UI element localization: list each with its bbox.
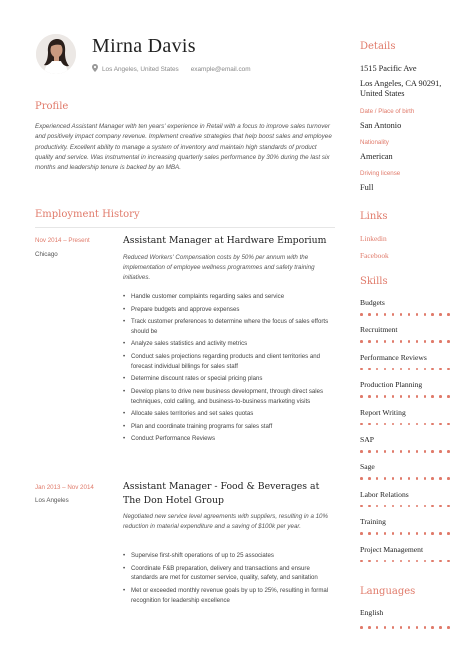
language-item: English — [360, 608, 384, 617]
job-description: Negotiated new service level agreements with suppliers, resulting in a 10% reduction in material expenditure and a saving of $100k per year. — [123, 513, 328, 530]
list-item: • Determine discount rates or special pricing plans — [123, 374, 335, 384]
skill-item: Report Writing — [360, 407, 406, 417]
candidate-name: Mirna Davis — [92, 35, 196, 57]
job-description: Reduced Workers' Compensation costs by 50% per annum with the implementation of employee wellness programmes and safety training initiatives. — [123, 254, 315, 281]
job-location: Los Angeles — [35, 497, 69, 504]
email-text[interactable]: example@email.com — [190, 65, 251, 73]
list-item: • Conduct Performance Reviews — [123, 434, 335, 444]
address-line1: 1515 Pacific Ave — [360, 64, 417, 73]
skill-level-dots — [360, 505, 450, 508]
languages-title: Languages — [360, 586, 416, 597]
skill-item: Performance Reviews — [360, 352, 427, 362]
job-date: Nov 2014 – Present — [35, 237, 90, 244]
skill-level-dots — [360, 368, 450, 371]
profile-title: Profile — [35, 101, 69, 112]
dob-value: San Antonio — [360, 121, 402, 130]
language-level — [360, 626, 450, 629]
skill-level-dots — [360, 450, 450, 453]
job-bullets — [123, 551, 335, 608]
list-item: • Plan and coordinate training programs for sales staff — [123, 422, 335, 432]
skill-item: SAP — [360, 435, 374, 444]
list-item: • Handle customer complaints regarding sales and service — [123, 292, 335, 302]
skill-level-dots — [360, 395, 450, 398]
employment-title-wrap — [35, 209, 335, 220]
skill-item: Sage — [360, 462, 375, 472]
list-item: • Analyze sales statistics and activity metrics — [123, 339, 335, 349]
skills-title: Skills — [360, 276, 388, 287]
avatar — [36, 34, 76, 74]
skill-level-dots — [360, 423, 450, 426]
details-title: Details — [360, 41, 396, 52]
skill-level-dots — [360, 313, 450, 316]
links-title: Links — [360, 211, 388, 222]
skill-item: Training — [360, 517, 386, 527]
license-label: Driving license — [360, 170, 401, 177]
list-item: • Allocate sales territories and set sales quotas — [123, 409, 335, 419]
job-title: Assistant Manager at Hardware Emporium — [123, 235, 327, 246]
dob-label: Date / Place of birth — [360, 108, 415, 115]
skill-item: Recruitment — [360, 325, 398, 335]
skill-item: Budgets — [360, 298, 385, 307]
list-item: • Develop plans to drive new business development, through direct sales techniques, cold calling, and business-to-business marketing visits — [123, 387, 335, 406]
map-pin-icon — [92, 64, 98, 74]
list-item: • Met or exceeded monthly revenue goals by up to 25%, resulting in formal recognition for leadership excellence — [123, 586, 335, 605]
list-item: • Coordinate F&B preparation, delivery and transactions and ensure standards are met for customer service, quality, safety, and sanitation — [123, 564, 335, 583]
job-date: Jan 2013 – Nov 2014 — [35, 484, 94, 491]
job-title: Assistant Manager - Food & Beverages at The Don Hotel Group — [123, 481, 320, 506]
list-item: • Supervise first-shift operations of up to 25 associates — [123, 551, 335, 561]
divider — [35, 227, 335, 228]
job-location: Chicago — [35, 251, 58, 258]
contact-line — [92, 64, 251, 74]
list-item: • Prepare budgets and approve expenses — [123, 305, 335, 315]
profile-text: Experienced Assistant Manager with ten years' experience in Retail with a focus to improve sales turnover and positively impact company revenue. Implement creative strategies that help boost sales and employee productivity. Excellent ability to manage a system of inventory and maintain high standards of product quality and service. Was instrumental in increasing quarterly sales performance by 30% during the last six months and leadership tenure is backed by an MBA. — [35, 123, 332, 172]
location-text: Los Angeles, United States — [102, 65, 179, 73]
nationality-label: Nationality — [360, 139, 389, 146]
employment-title: Employment History — [35, 209, 140, 220]
skill-item: Labor Relations — [360, 489, 409, 499]
link-facebook[interactable]: Facebook — [360, 251, 389, 260]
skill-item: Production Planning — [360, 380, 423, 390]
profile-section — [35, 101, 335, 173]
skill-level-dots — [360, 477, 450, 480]
job-bullets — [123, 292, 335, 447]
skill-level-dots — [360, 532, 450, 535]
list-item: • Track customer preferences to determine where the focus of sales efforts should be — [123, 317, 335, 336]
address-line2: Los Angeles, CA 90291, United States — [360, 79, 442, 98]
list-item: • Conduct sales projections regarding products and client territories and forecast individual billings for sales staff — [123, 352, 335, 371]
nationality-value: American — [360, 152, 393, 161]
license-value: Full — [360, 183, 374, 192]
skill-level-dots — [360, 560, 450, 563]
skill-item: Project Management — [360, 544, 424, 554]
link-linkedin[interactable]: Linkedin — [360, 234, 387, 243]
skill-level-dots — [360, 340, 450, 343]
